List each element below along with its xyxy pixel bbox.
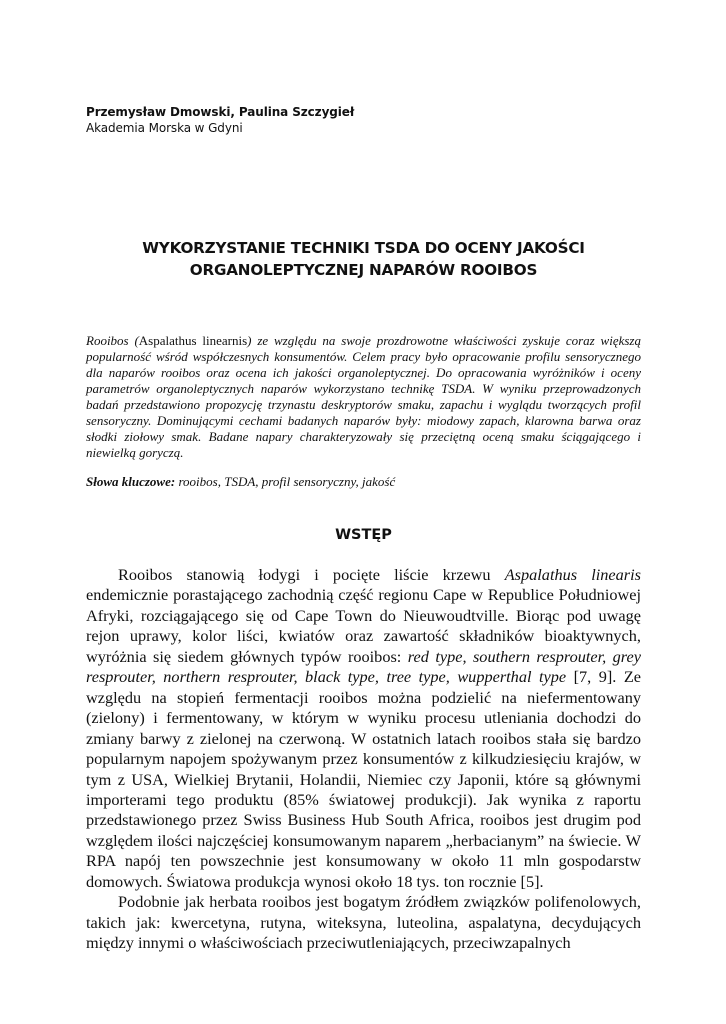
keywords-list: rooibos, TSDA, profil sensoryczny, jakość [178, 474, 396, 489]
paragraph-1 [86, 565, 641, 892]
paragraph-1-c: [7, 9]. Ze względu na stopień fermentacji rooibos można podzielić na niefermentowany (zielony) i fermentowany, w którym w wyniku procesu utleniania dochodzi do zmiany barwy z zielonej na czerwoną. W ostatnich latach rooibos stała się bardzo popularnym napojem spożywanym przez konsumentów z kilkudziesięciu krajów, w tym z USA, Wielkiej Brytanii, Holandii, Niemiec czy Japonii, które są głównymi importerami tego produktu (85% światowej produkcji). Jak wynika z raportu przedstawionego przez Swiss Business Hub South Africa, rooibos jest drugim pod względem ilości najczęściej konsumowanym naparem „herbacianym” na świecie. W RPA napój ten powszechnie jest konsumowany w około 11 mln gospodarstw domowych. Światowa produkcja wynosi około 18 tys. ton rocznie [5]. [86, 667, 641, 891]
abstract-species: Aspalathus linearnis [138, 333, 248, 348]
abstract-text-part1: Rooibos ( [86, 333, 139, 348]
paragraph-1-b: endemicznie porastającego zachodnią część regionu Cape w Republice Południowej Afryki, rozciągającego się od Cape Town do Nieuwoudtville. Biorąc pod uwagę rejon uprawy, kolor liści, kwiatów oraz zawartość składników bioaktywnych, wyróżnia się siedem głównych typów rooibos: [86, 585, 641, 666]
paragraph-1-types: red type, southern resprouter, grey resprouter, northern resprouter, black type, tree type, wupperthal type [86, 646, 641, 687]
paragraph-1-species: Aspalathus linearis [504, 565, 641, 584]
abstract-text [86, 333, 641, 461]
abstract [86, 333, 641, 461]
authors: Przemysław Dmowski, Paulina Szczygieł [86, 105, 355, 119]
title-line-2: ORGANOLEPTYCZNEJ NAPARÓW ROOIBOS [189, 261, 538, 279]
keywords [86, 474, 641, 490]
paragraph-1-a: Rooibos stanowią łodygi i pocięte liście krzewu [118, 565, 505, 584]
paragraph-2: Podobnie jak herbata rooibos jest bogatym źródłem związków polifenolowych, takich jak: kwercetyna, rutyna, witeksyna, luteolina, aspalatyna, decydujących między innymi o właściwościach przeciwutleniających, przeciwzapalnych [86, 892, 641, 953]
body-text [86, 565, 641, 954]
abstract-text-part2: ) ze względu na swoje prozdrowotne właściwości zyskuje coraz większą popularność wśród współczesnych konsumentów. Celem pracy było opracowanie profilu sensorycznego dla naparów rooibos oraz ocena ich jakości organoleptycznej. Do opracowania wyróżników i oceny parametrów organoleptycznych naparów wykorzystano technikę TSDA. W wyniku przeprowadzonych badań przedstawiono propozycję trzynastu deskryptorów smaku, zapachu i wyglądu tworzących profil sensoryczny. Dominującymi cechami badanych naparów były: miodowy zapach, klarowna barwa oraz słodki ziołowy smak. Badane napary charakteryzowały się przeciętną oceną smaku ściągającego i niewielką goryczą. [86, 333, 641, 460]
section-heading: WSTĘP [335, 527, 392, 543]
keywords-label: Słowa kluczowe: [86, 474, 176, 489]
title-line-1: WYKORZYSTANIE TECHNIKI TSDA DO OCENY JAKOŚCI [142, 239, 585, 257]
affiliation: Akademia Morska w Gdyni [86, 121, 243, 135]
